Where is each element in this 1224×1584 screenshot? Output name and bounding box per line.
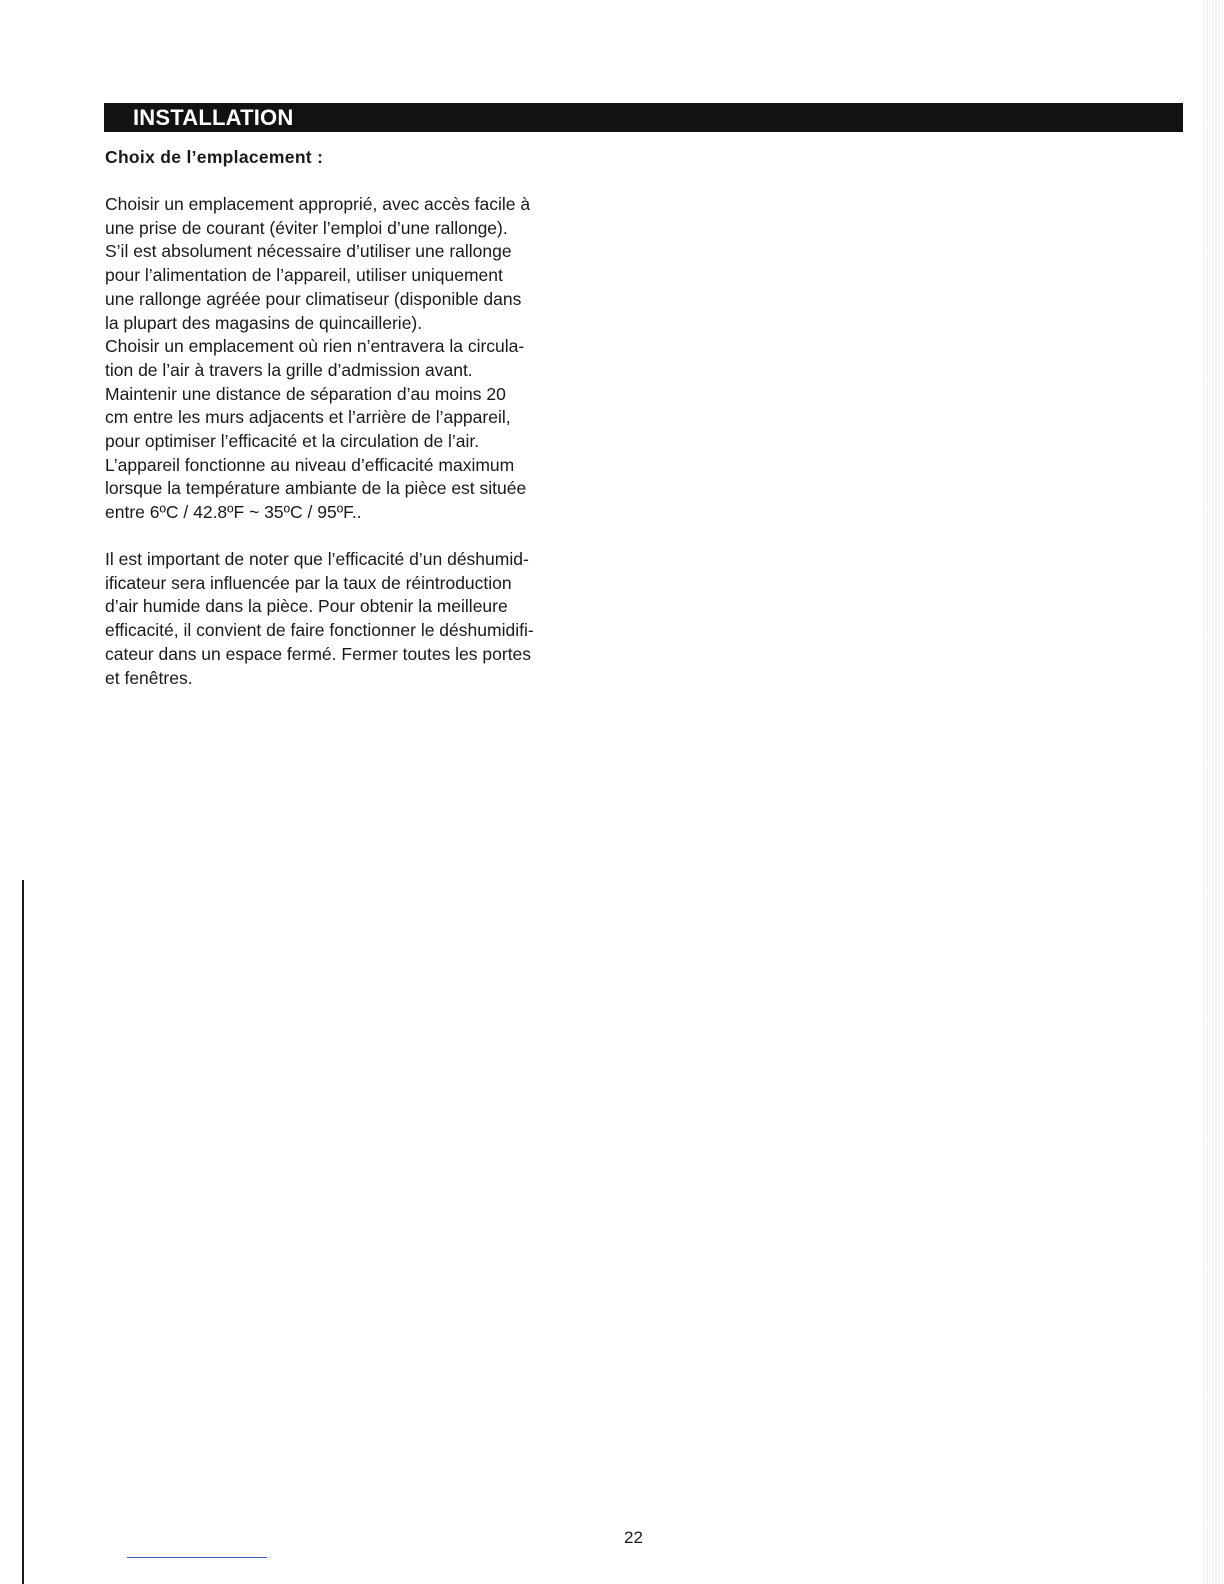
section-header-bar <box>104 103 1183 132</box>
paragraph-line: efficacité, il convient de faire fonctionner le déshumidifi- <box>105 620 534 641</box>
paragraph-line: entre 6ºC / 42.8ºF ~ 35ºC / 95ºF.. <box>105 502 362 523</box>
paragraph-line: la plupart des magasins de quincaillerie). <box>105 312 423 333</box>
paragraph-line: ificateur sera influencée par la taux de réintroduction <box>105 572 512 593</box>
paragraph-line: pour optimiser l’efficacité et la circulation de l’air. <box>105 431 480 452</box>
paragraph-line: cateur dans un espace fermé. Fermer toutes les portes <box>105 643 532 664</box>
paragraph-line: une rallonge agréée pour climatiseur (disponible dans <box>105 288 522 309</box>
section-title: INSTALLATION <box>133 105 294 130</box>
paragraph-line: Choisir un emplacement où rien n’entravera la circula- <box>105 336 525 357</box>
paragraph-line: S’il est absolument nécessaire d’utiliser une rallonge <box>105 241 512 262</box>
subheading: Choix de l’emplacement : <box>105 147 324 167</box>
paragraph-line: Maintenir une distance de séparation d’au moins 20 <box>105 383 506 404</box>
paragraph-line: lorsque la température ambiante de la pièce est située <box>105 478 527 499</box>
paragraph-line: tion de l’air à travers la grille d’admission avant. <box>105 359 473 380</box>
scan-edge-texture <box>1202 0 1224 1584</box>
paragraph-placement <box>105 193 625 525</box>
paragraph-line: d’air humide dans la pièce. Pour obtenir la meilleure <box>105 596 508 617</box>
paragraph-line: Il est important de noter que l’efficacité d’un déshumid- <box>105 549 529 569</box>
paragraph-efficiency <box>105 548 625 690</box>
paragraph-line: une prise de courant (éviter l’emploi d’une rallonge). <box>105 217 508 238</box>
paragraph-line: Choisir un emplacement approprié, avec accès facile à <box>105 194 531 214</box>
binding-edge-rule <box>22 880 24 1584</box>
footer-link-rule <box>127 1557 267 1558</box>
paragraph-line: L’appareil fonctionne au niveau d’efficacité maximum <box>105 454 515 475</box>
page-number: 22 <box>624 1528 643 1547</box>
paragraph-line: pour l’alimentation de l’appareil, utiliser uniquement <box>105 265 503 286</box>
paragraph-line: et fenêtres. <box>105 667 193 688</box>
paragraph-line: cm entre les murs adjacents et l’arrière de l’appareil, <box>105 407 511 428</box>
